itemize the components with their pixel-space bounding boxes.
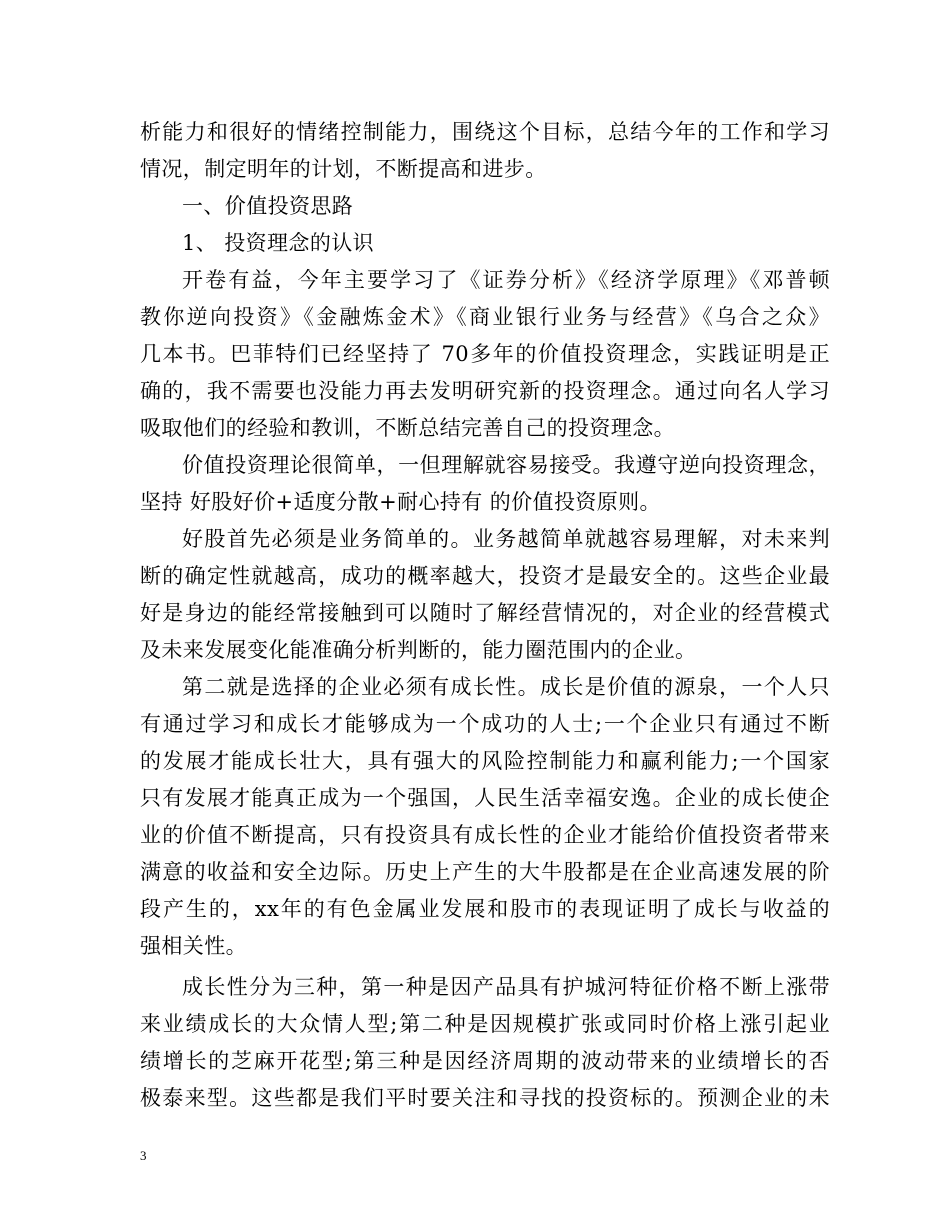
text-line: 及未来发展变化能准确分析判断的，能力圈范围内的企业。 [140, 638, 697, 662]
text-line: 段产生的，xx年的有色金属业发展和股市的表现证明了成长与收益的 [140, 897, 830, 921]
text-line: 只有发展才能真正成为一个强国，人民生活幸福安逸。企业的成长使企 [140, 786, 830, 810]
text-line: 来业绩成长的大众情人型;第二种是因规模扩张或同时价格上涨引起业 [140, 1012, 830, 1036]
text-line: 教你逆向投资》《金融炼金术》《商业银行业务与经营》《乌合之众》 [140, 305, 830, 329]
text-line: 绩增长的芝麻开花型;第三种是因经济周期的波动带来的业绩增长的否 [140, 1049, 830, 1073]
text-line: 极泰来型。这些都是我们平时要关注和寻找的投资标的。预测企业的未 [140, 1086, 830, 1110]
text-line: 满意的收益和安全边际。历史上产生的大牛股都是在企业高速发展的阶 [140, 860, 830, 884]
text-line: 的发展才能成长壮大，具有强大的风险控制能力和赢利能力;一个国家 [140, 749, 830, 773]
text-line: 坚持 好股好价+适度分散+耐心持有 的价值投资原则。 [140, 490, 661, 514]
text-line: 析能力和很好的情绪控制能力，围绕这个目标，总结今年的工作和学习 [140, 120, 830, 144]
body-text [140, 114, 830, 1117]
text-line: 几本书。巴菲特们已经坚持了 70多年的价值投资理念，实践证明是正 [140, 342, 830, 366]
text-line: 吸取他们的经验和教训，不断总结完善自己的投资理念。 [140, 416, 675, 440]
text-line: 断的确定性就越高，成功的概率越大，投资才是最安全的。这些企业最 [140, 564, 830, 588]
page-number: 3 [140, 1148, 147, 1163]
text-line: 确的，我不需要也没能力再去发明研究新的投资理念。通过向名人学习 [140, 379, 830, 403]
text-line: 有通过学习和成长才能够成为一个成功的人士;一个企业只有通过不断 [140, 712, 830, 736]
text-line: 成长性分为三种，第一种是因产品具有护城河特征价格不断上涨带 [182, 975, 830, 999]
text-line: 业的价值不断提高，只有投资具有成长性的企业才能给价值投资者带来 [140, 823, 830, 847]
text-line: 情况，制定明年的计划，不断提高和进步。 [140, 157, 547, 181]
text-line: 第二就是选择的企业必须有成长性。成长是价值的源泉，一个人只 [182, 675, 830, 699]
section-heading: 一、价值投资思路 [182, 194, 354, 218]
subsection-heading: 1、 投资理念的认识 [182, 231, 375, 255]
text-line: 开卷有益，今年主要学习了《证券分析》《经济学原理》《邓普顿 [182, 268, 830, 292]
text-line: 好股首先必须是业务简单的。业务越简单就越容易理解，对未来判 [182, 527, 830, 551]
text-line: 价值投资理论很简单，一但理解就容易接受。我遵守逆向投资理念， [182, 453, 830, 477]
text-line: 好是身边的能经常接触到可以随时了解经营情况的，对企业的经营模式 [140, 601, 830, 625]
text-line: 强相关性。 [140, 934, 247, 958]
